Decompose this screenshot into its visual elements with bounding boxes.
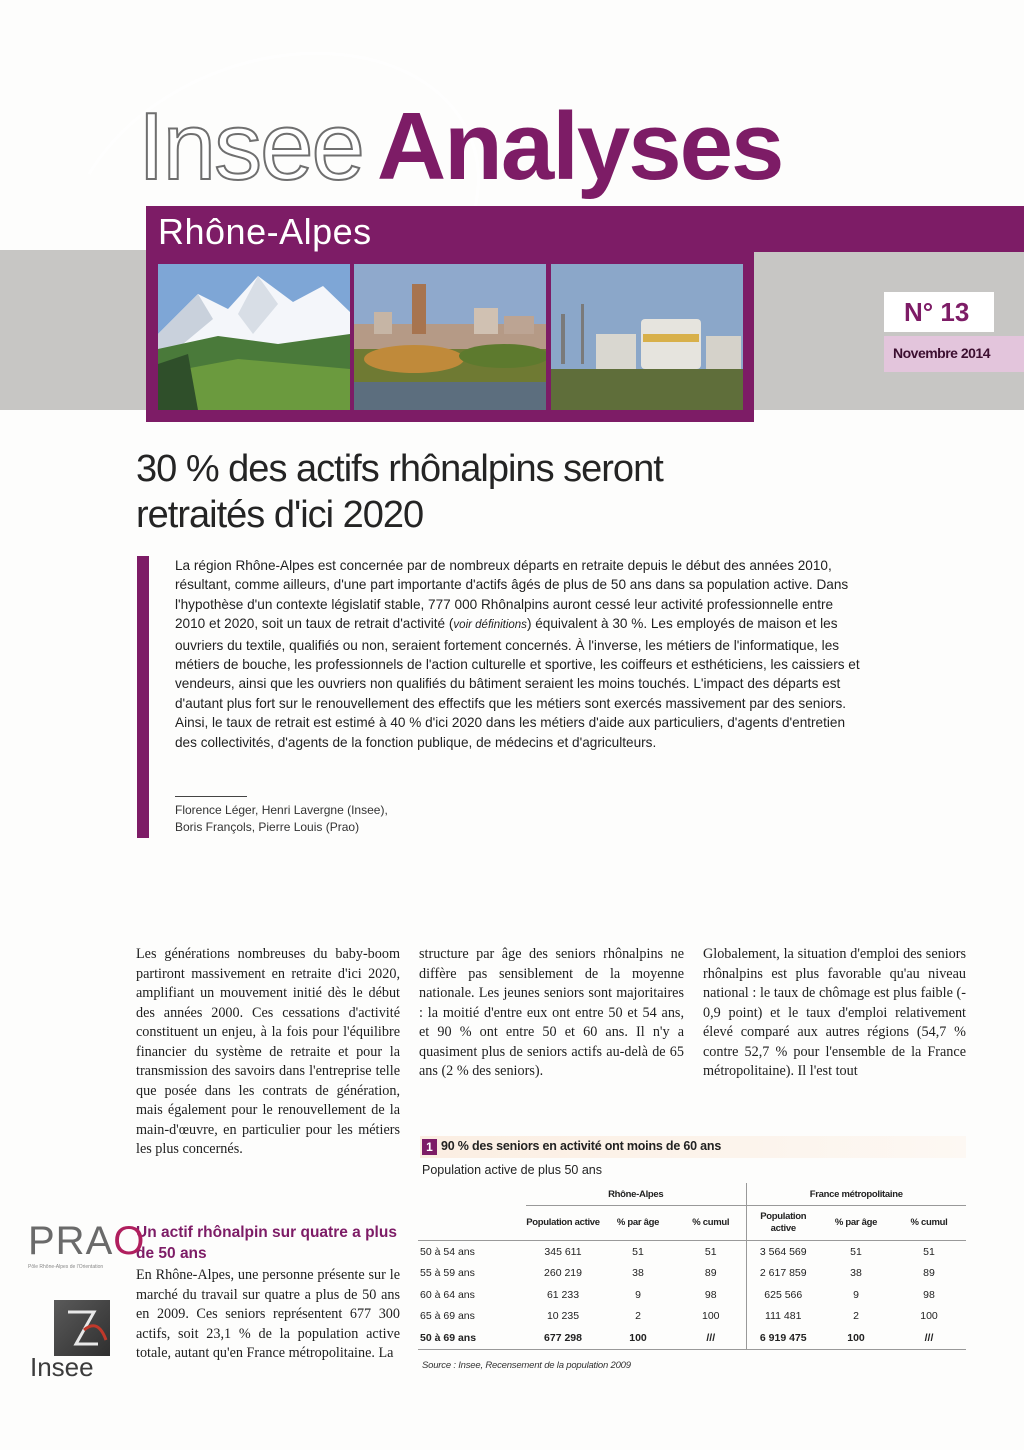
- table-total-row: 50 à 69 ans 677 298 100 /// 6 919 475 100 ///: [418, 1327, 966, 1349]
- city-photo: [354, 264, 546, 410]
- table-title: 90 % des seniors en activité ont moins de 60 ans: [441, 1139, 722, 1153]
- section-subhead: Un actif rhônalpin sur quatre a plus de 50 ans: [136, 1224, 397, 1262]
- publication-title: [138, 92, 782, 202]
- authors-line-1: Florence Léger, Henri Lavergne (Insee),: [175, 803, 388, 817]
- issue-number: N° 13: [904, 297, 970, 327]
- lead-paragraph: La région Rhône-Alpes est concernée par de nombreux départs en retraite depuis le début des années 2010, résultant, comme ailleurs, d'une part importante d'actifs âgés de plus de 50 ans dans sa population active. Dans l'hypothèse d'un contexte législatif stable, 777 000 Rhônalpins auront cessé leur activité professionnelle entre 2010 et 2020, soit un taux de retrait d'activité (voir définitions) équivalent à 30 %. Les employés de maison et les ouvriers du textile, qualifiés ou non, seraient fortement concernés. À l'inverse, les métiers de l'informatique, les métiers de bouche, les professionnels de l'action culturelle et sportive, les coiffeurs et esthéticiens, les caissiers et vendeurs, ainsi que les ouvriers non qualifiés du bâtiment seraient les moins touchés. L'impact des départs est d'autant plus fort sur le renouvellement des effectifs que les métiers sont exercés massivement par des seniors. Ainsi, le taux de retrait est estimé à 40 % d'ici 2020 dans les métiers d'aide aux particuliers, d'agents d'entretien des collectivités, d'agents de la fonction publique, de médecins et d'agriculteurs.: [175, 558, 860, 750]
- table-row: 55 à 59 ans 260 219 38 89 2 617 859 38 89: [418, 1263, 966, 1285]
- authors: [175, 802, 388, 836]
- body-column-3: Globalement, la situation d'emploi des seniors rhônalpins est plus favorable qu'au niveau national : le taux de chômage est plus faible (- 0,9 point) et le taux d'emploi relativement élevé comparé aux autres régions (54,7 % contre 52,7 % pour l'ensemble de la France métropolitaine). Il l'est tout: [703, 946, 966, 1079]
- group-header-rhone-alpes: Rhône-Alpes: [526, 1183, 746, 1206]
- table-source: Source : Insee, Recensement de la population 2009: [422, 1360, 631, 1371]
- headline-line-1: 30 % des actifs rhônalpins seront: [136, 448, 663, 490]
- body-column-2: structure par âge des seniors rhônalpins ne diffère pas sensiblement de la moyenne nationale. Les jeunes seniors sont majoritaires : la moitié d'entre eux ont entre 50 et 54 ans, et 90 % ont entre 50 et 60 ans. Il n'y a quasiment plus de seniors actifs au-delà de 65 ans (2 % des seniors).: [419, 946, 684, 1079]
- group-header-france: France métropolitaine: [746, 1183, 966, 1206]
- col-header-population: Population active: [526, 1206, 600, 1241]
- authors-rule: [175, 796, 247, 797]
- col-header-pct-age: % par âge: [600, 1206, 676, 1241]
- insee-logo-text: Insee: [30, 1352, 94, 1382]
- table-number-badge: 1: [422, 1139, 437, 1155]
- lead-accent-bar: [137, 556, 149, 838]
- table-subtitle: Population active de plus 50 ans: [422, 1163, 602, 1177]
- col-header-pct-cumul: % cumul: [892, 1206, 966, 1241]
- industry-photo: [551, 264, 743, 410]
- headline-line-2: retraités d'ici 2020: [136, 494, 424, 536]
- brand-insee: Insee: [138, 93, 363, 200]
- insee-logo-icon: [54, 1300, 110, 1356]
- brand-analyses: Analyses: [376, 93, 783, 200]
- body-column-1: Les générations nombreuses du baby-boom partiront massivement en retraite d'ici 2020, amplifiant un mouvement initié dès le début des années 2000. Ces cessations d'activité constituent un enjeu, à la fois pour l'équilibre financier du système de retraite et pour la transmission des savoirs dans l'entreprise telle que posée dans les contrats de génération, mais également pour le renouvellement de la main-d'œuvre, en particulier pour les métiers les plus concernés.: [136, 946, 400, 1157]
- prao-logo: PRAO Pôle Rhône-Alpes de l'Orientation: [28, 1219, 146, 1270]
- body-column-1-continued: En Rhône-Alpes, une personne présente sur le marché du travail sur quatre a plus de 50 ans en 2009. Ces seniors représentent 677 300 actifs, soit 23,1 % de la population active totale, autant qu'en France métropolitaine. La: [136, 1267, 400, 1361]
- publication-date: Novembre 2014: [893, 345, 991, 361]
- region-name: Rhône-Alpes: [158, 211, 372, 252]
- table-row: 60 à 64 ans 61 233 9 98 625 566 9 98: [418, 1284, 966, 1306]
- mountain-photo: [158, 264, 350, 410]
- seniors-table: [418, 1183, 966, 1350]
- col-header-pct-age: % par âge: [820, 1206, 892, 1241]
- table-row: 50 à 54 ans 345 611 51 51 3 564 569 51 51: [418, 1241, 966, 1263]
- article-headline: [136, 446, 836, 538]
- col-header-population: Population active: [746, 1206, 820, 1241]
- authors-line-2: Boris Françols, Pierre Louis (Prao): [175, 820, 360, 834]
- col-header-pct-cumul: % cumul: [676, 1206, 746, 1241]
- definitions-reference: voir définitions: [453, 619, 527, 632]
- table-row: 65 à 69 ans 10 235 2 100 111 481 2 100: [418, 1306, 966, 1328]
